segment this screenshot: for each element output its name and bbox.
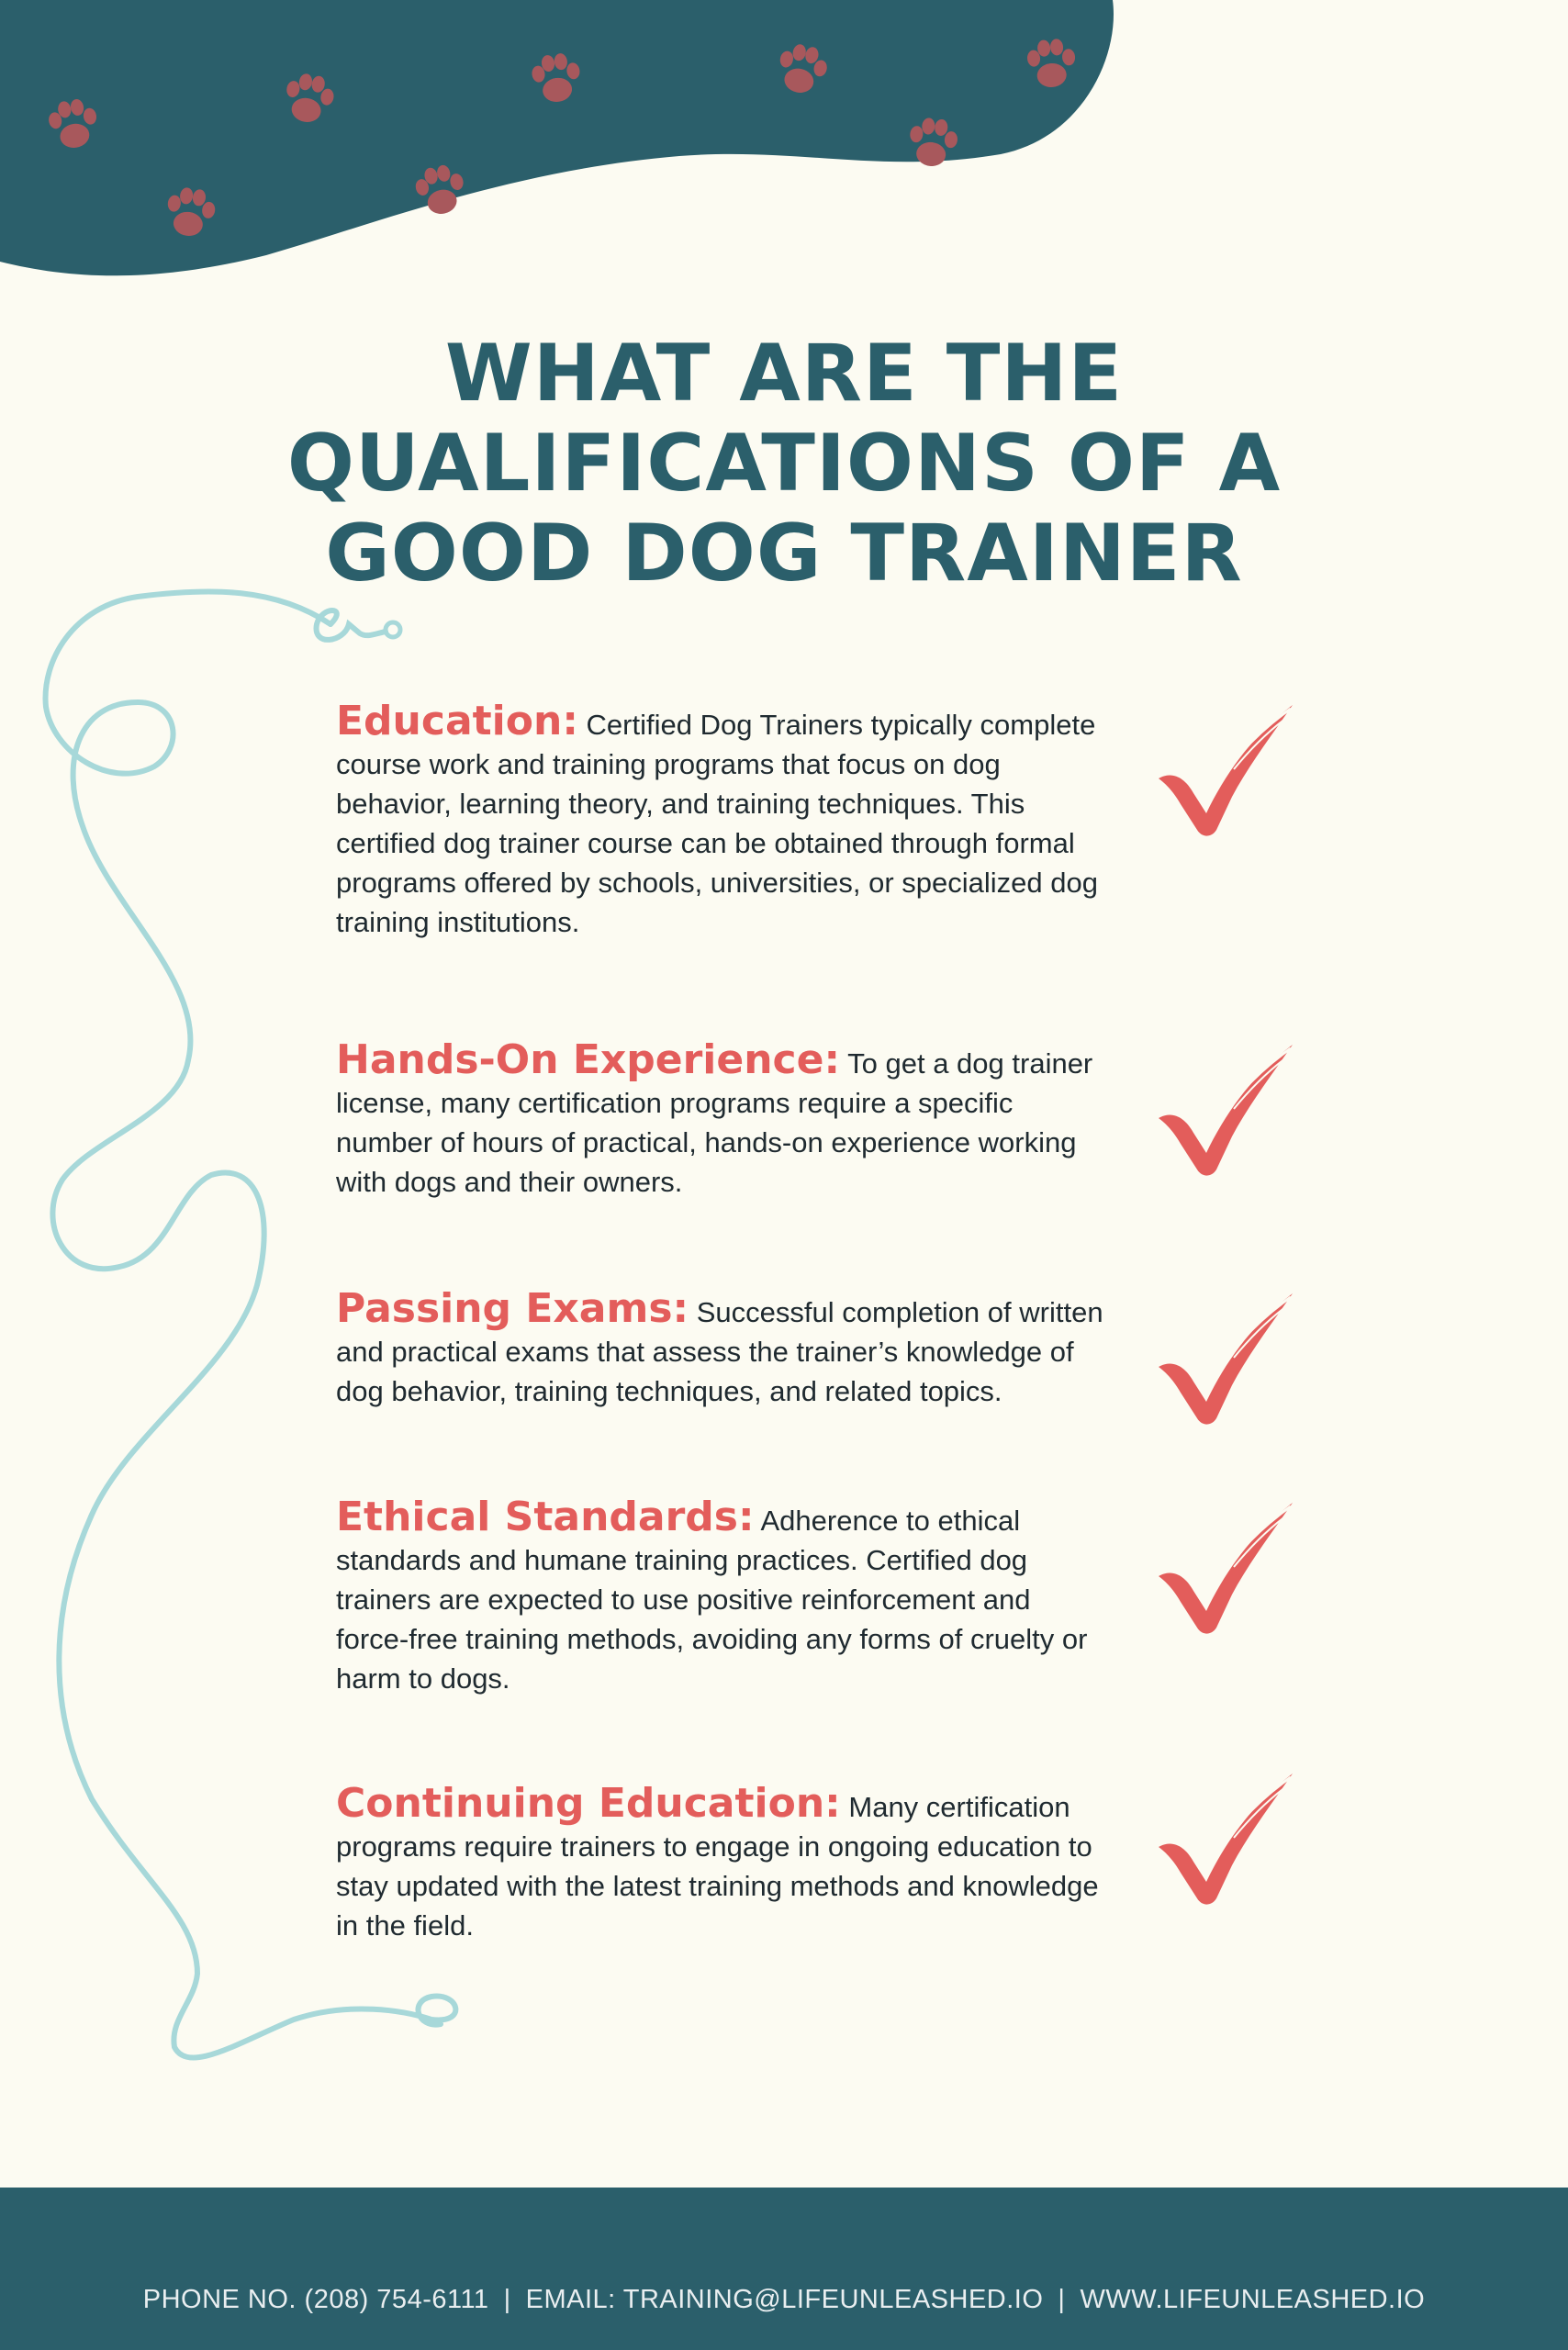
item-heading: Hands-On Experience:	[336, 1036, 841, 1083]
title-line: GOOD DOG TRAINER	[325, 508, 1243, 599]
qualification-ethical-standards	[336, 1494, 1107, 1698]
page-title	[141, 329, 1427, 599]
checkmark-icon	[1153, 1495, 1300, 1642]
checkmark-icon	[1153, 1037, 1300, 1184]
footer-contact-bar	[0, 2188, 1568, 2350]
item-text: Many certification programs require trainers to engage in ongoing education to stay updated with the latest training methods and knowledge in the field.	[336, 1791, 1099, 1942]
footer-separator: |	[1058, 2285, 1066, 2314]
item-heading: Ethical Standards:	[336, 1494, 755, 1540]
footer-website: WWW.LIFEUNLEASHED.IO	[1080, 2285, 1426, 2314]
item-text: To get a dog trainer license, many certification programs require a specific number of hours of practical, hands-on experience working with dogs and their owners.	[336, 1047, 1093, 1198]
footer-separator: |	[503, 2285, 511, 2314]
checkmark-icon	[1153, 698, 1300, 845]
item-heading: Continuing Education:	[336, 1780, 841, 1827]
item-text: Certified Dog Trainers typically complete course work and training programs that focus on dog behavior, learning theory, and training techniques. This certified dog trainer course can be obtained through formal programs offered by schools, universities, or specialized dog training institutions.	[336, 709, 1098, 938]
item-text: Adherence to ethical standards and humane training practices. Certified dog trainers are expected to use positive reinforcement and force-free training methods, avoiding any forms of cruelty or harm to dogs.	[336, 1505, 1088, 1695]
qualification-hands-on-experience	[336, 1036, 1107, 1202]
qualification-continuing-education	[336, 1780, 1107, 1945]
item-heading: Education:	[336, 698, 578, 744]
item-heading: Passing Exams:	[336, 1285, 689, 1332]
footer-phone: PHONE NO. (208) 754-6111	[142, 2285, 489, 2314]
title-line: WHAT ARE THE	[444, 328, 1124, 420]
qualification-education	[336, 698, 1107, 942]
qualification-passing-exams	[336, 1285, 1107, 1411]
footer-email: EMAIL: TRAINING@LIFEUNLEASHED.IO	[525, 2285, 1044, 2314]
title-line: QUALIFICATIONS OF A	[286, 418, 1282, 509]
checkmark-icon	[1153, 1766, 1300, 1913]
checkmark-icon	[1153, 1286, 1300, 1433]
item-text: Successful completion of written and practical exams that assess the trainer’s knowledge of dog behavior, training techniques, and related topics.	[336, 1296, 1103, 1407]
